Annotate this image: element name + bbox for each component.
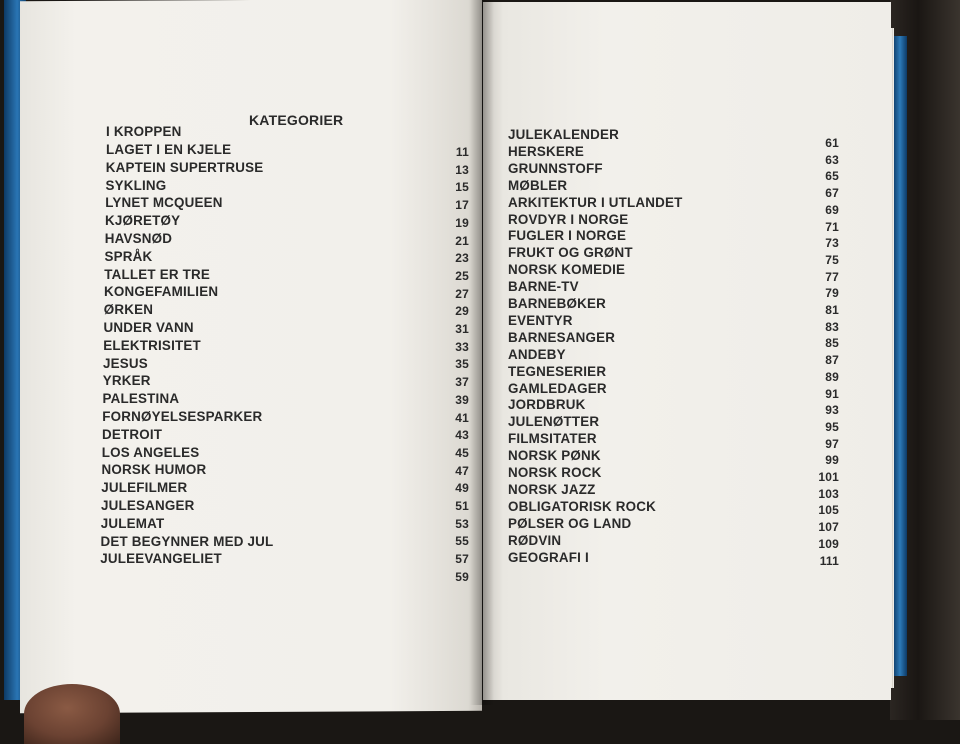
- toc-entry-title: JULESANGER: [101, 498, 195, 513]
- toc-entry-title: NORSK JAZZ: [508, 481, 596, 497]
- toc-entry-title: ØRKEN: [103, 302, 154, 318]
- toc-entry-page: 31: [455, 322, 469, 336]
- toc-entry-page: 75: [825, 252, 839, 267]
- toc-entry-page: 27: [455, 286, 469, 301]
- toc-entry-title: NORSK HUMOR: [101, 462, 207, 478]
- toc-entry-page: 79: [825, 286, 839, 301]
- toc-entry-title: ANDEBY: [508, 346, 566, 362]
- toc-entry-title: HAVSNØD: [104, 231, 173, 246]
- toc-entry-title: OBLIGATORISK ROCK: [508, 498, 656, 514]
- toc-entry-title: JULEEVANGELIET: [100, 551, 222, 567]
- toc-entry-page: 71: [825, 219, 839, 234]
- toc-entry-title: NORSK KOMEDIE: [508, 262, 626, 278]
- toc-entry-page: 69: [825, 202, 839, 217]
- toc-entry-page: 45: [455, 445, 469, 460]
- toc-entry-page: 41: [455, 410, 469, 425]
- toc-entry-page: 25: [455, 268, 469, 283]
- toc-entry-title: MØBLER: [508, 177, 568, 193]
- toc-entry-title: GEOGRAFI I: [508, 549, 589, 565]
- toc-entry-title: LAGET I EN KJELE: [106, 142, 232, 157]
- toc-entry-page: 97: [825, 436, 839, 451]
- toc-entry-page: 57: [455, 552, 469, 567]
- toc-entry-page: 87: [825, 353, 839, 368]
- toc-entry-page: 111: [819, 553, 839, 568]
- toc-entry-page: 43: [455, 428, 469, 443]
- toc-entry-title: DET BEGYNNER MED JUL: [100, 533, 274, 549]
- toc-entry-title: TALLET ER TRE: [104, 266, 210, 282]
- toc-entry-title: YRKER: [102, 373, 151, 389]
- toc-entry-page: 95: [825, 419, 839, 434]
- toc-entry-page: 53: [455, 516, 469, 531]
- toc-entry-title: FORNØYELSESPARKER: [102, 409, 263, 424]
- toc-entry-title: PØLSER OG LAND: [508, 515, 632, 531]
- toc-entry-page: 39: [455, 392, 469, 407]
- toc-entry-page: 99: [825, 453, 839, 468]
- toc-entry-page: 51: [455, 499, 469, 513]
- toc-entry-title: SYKLING: [105, 177, 167, 193]
- toc-entry-page: 91: [825, 386, 839, 401]
- toc-entry-page: 61: [825, 136, 839, 150]
- toc-entry-title: HERSKERE: [508, 143, 585, 159]
- toc-entry-page: 89: [825, 369, 839, 384]
- toc-entry-title: KAPTEIN SUPERTRUSE: [105, 159, 264, 175]
- toc-entry-title: BARNESANGER: [508, 329, 616, 345]
- toc-entry-page: 55: [455, 534, 469, 549]
- toc-entry-title: FUGLER I NORGE: [508, 228, 627, 244]
- book-spine: [470, 0, 494, 705]
- toc-entry-title: TEGNESERIER: [508, 363, 607, 379]
- toc-entry-title: JESUS: [103, 355, 148, 371]
- toc-entry-title: LOS ANGELES: [101, 444, 200, 460]
- toc-entry-page: 81: [825, 303, 839, 317]
- toc-entry-title: GRUNNSTOFF: [508, 160, 603, 176]
- left-page: [20, 0, 482, 713]
- toc-entry-page: 37: [455, 375, 469, 390]
- toc-entry-page: 15: [455, 180, 469, 195]
- book-cover-right: [893, 36, 907, 676]
- toc-entry-page: 19: [455, 215, 469, 230]
- toc-entry-title: LYNET MCQUEEN: [105, 195, 223, 211]
- toc-entry-title: JULEKALENDER: [508, 127, 620, 142]
- toc-entry-page: 103: [818, 486, 839, 501]
- toc-entry-title: DETROIT: [102, 426, 163, 442]
- toc-entry-page: 63: [825, 152, 839, 167]
- toc-entry-title: NORSK ROCK: [508, 465, 602, 480]
- toc-entry-page: 83: [825, 319, 839, 334]
- toc-entry-page: 93: [825, 403, 839, 418]
- section-title: I KROPPEN: [106, 124, 182, 139]
- toc-entry-title: KONGEFAMILIEN: [104, 284, 219, 300]
- toc-entry-title: ELEKTRISITET: [103, 337, 201, 353]
- toc-entry-title: ARKITEKTUR I UTLANDET: [508, 194, 683, 210]
- toc-entry-title: ROVDYR I NORGE: [508, 211, 629, 227]
- toc-entry-title: UNDER VANN: [103, 320, 194, 335]
- toc-entry-title: NORSK PØNK: [508, 448, 601, 464]
- toc-entry-page: 85: [825, 336, 839, 351]
- toc-entry-title: RØDVIN: [508, 532, 562, 548]
- toc-entry-title: JULENØTTER: [508, 414, 600, 430]
- toc-entry-page: 65: [825, 169, 839, 184]
- toc-entry-page: 29: [455, 304, 469, 319]
- toc-entry-title: SPRÅK: [104, 248, 153, 264]
- toc-entry-title: FILMSITATER: [508, 431, 597, 447]
- toc-entry-page: 107: [818, 520, 839, 535]
- toc-entry-title: PALESTINA: [102, 391, 180, 407]
- toc-entry-title: GAMLEDAGER: [508, 380, 607, 396]
- toc-entry-page: 49: [455, 481, 469, 496]
- toc-entry-title: EVENTYR: [508, 312, 573, 328]
- toc-entry-page: 33: [455, 339, 469, 354]
- toc-entry-page: 105: [818, 503, 839, 518]
- toc-entry-page: 109: [818, 536, 839, 551]
- toc-entry-page: 17: [455, 198, 469, 213]
- toc-entry-page: 35: [455, 357, 469, 372]
- toc-entry-page: 21: [455, 233, 469, 248]
- toc-entry-page: 59: [455, 569, 469, 584]
- toc-entry-title: BARNEBØKER: [508, 296, 606, 311]
- toc-entry-title: KJØRETØY: [105, 213, 181, 229]
- toc-entry-page: 13: [455, 162, 469, 177]
- thumb: [24, 684, 120, 744]
- toc-entry-title: FRUKT OG GRØNT: [508, 245, 633, 261]
- toc-entry-title: JORDBRUK: [508, 397, 586, 413]
- toc-entry-page: 47: [455, 463, 469, 478]
- toc-entry-page: 101: [818, 470, 839, 484]
- toc-entry-page: 77: [825, 269, 839, 284]
- contents-heading: KATEGORIER: [249, 112, 344, 128]
- toc-entry-title: BARNE-TV: [508, 279, 579, 295]
- toc-entry-page: 23: [455, 251, 469, 266]
- toc-entry-page: 73: [825, 236, 839, 251]
- toc-entry-title: JULEFILMER: [101, 480, 188, 496]
- toc-entry-page: 67: [825, 186, 839, 201]
- toc-entry-page: 11: [455, 145, 469, 159]
- toc-entry-title: JULEMAT: [100, 515, 165, 531]
